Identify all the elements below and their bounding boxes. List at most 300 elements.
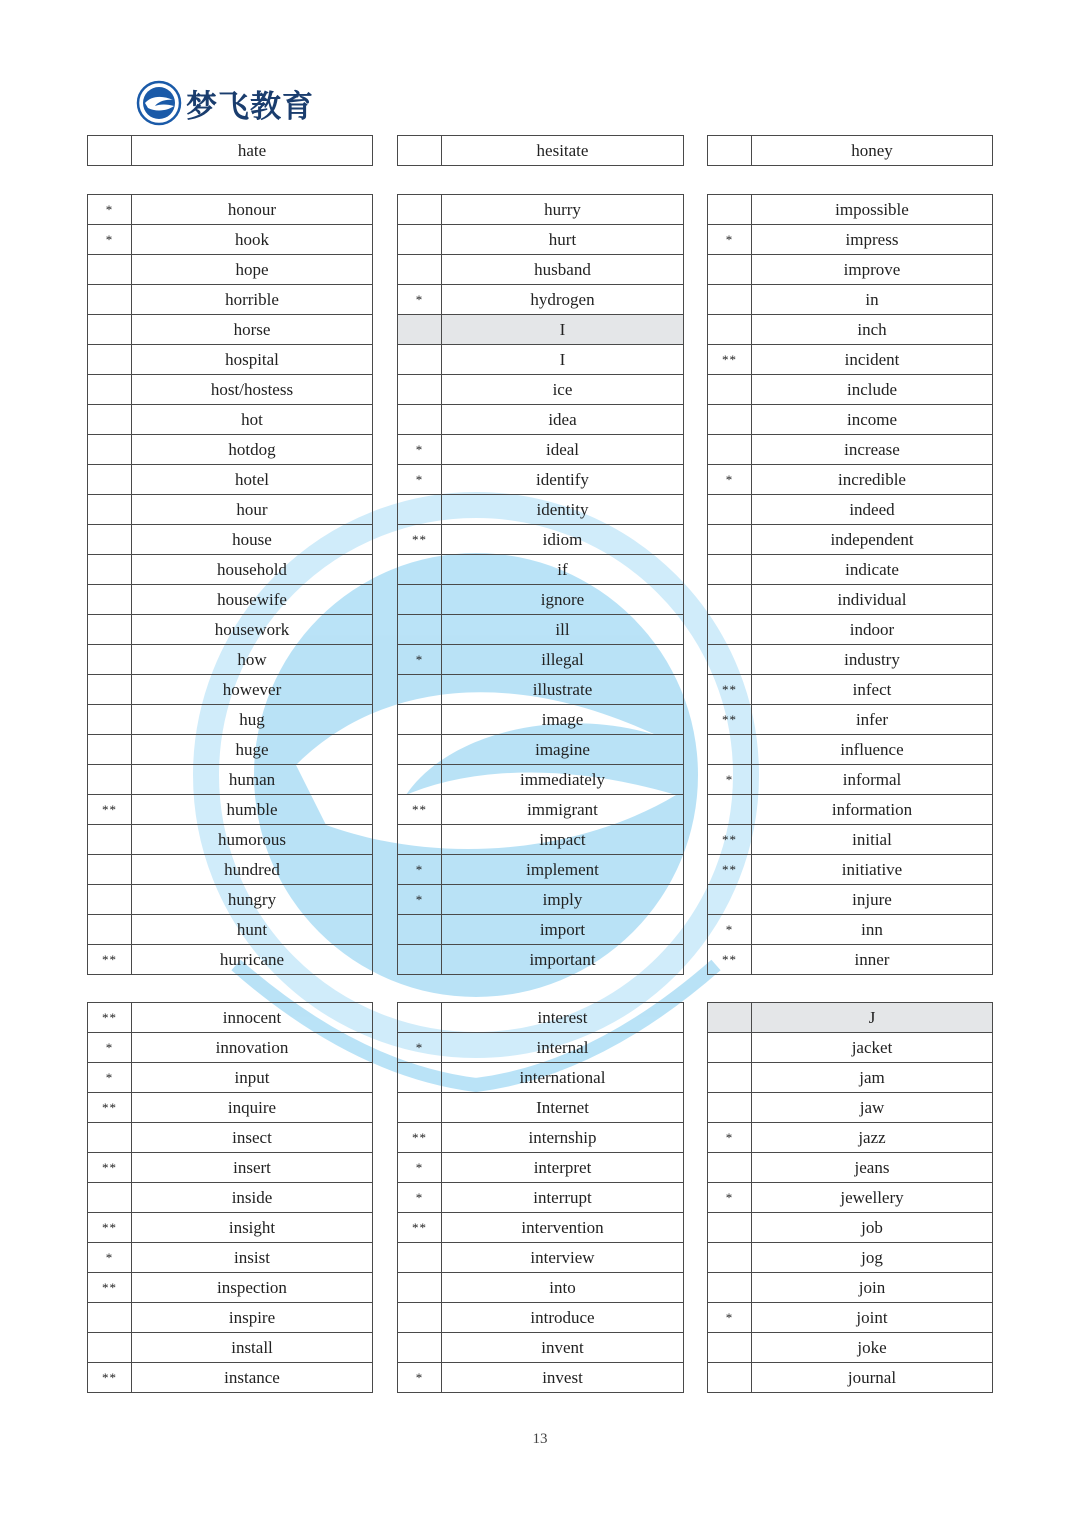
level-mark xyxy=(708,375,752,405)
table-row xyxy=(708,345,993,375)
table-row xyxy=(398,435,684,465)
level-mark: ** xyxy=(88,1003,132,1033)
table-row xyxy=(398,465,684,495)
level-mark xyxy=(398,555,442,585)
table-row xyxy=(398,225,684,255)
table-row xyxy=(88,1363,373,1393)
level-mark xyxy=(708,795,752,825)
table-row xyxy=(398,195,684,225)
table-row xyxy=(398,675,684,705)
vocab-table xyxy=(397,1002,684,1393)
level-mark xyxy=(398,675,442,705)
level-mark: ** xyxy=(88,1093,132,1123)
table-row xyxy=(398,915,684,945)
vocab-word: insert xyxy=(132,1153,373,1183)
vocab-word: host/hostess xyxy=(132,375,373,405)
table-row xyxy=(708,735,993,765)
vocab-word: inquire xyxy=(132,1093,373,1123)
table-row xyxy=(88,645,373,675)
level-mark xyxy=(708,405,752,435)
level-mark xyxy=(708,585,752,615)
level-mark xyxy=(708,1153,752,1183)
vocab-table xyxy=(707,194,993,975)
level-mark: * xyxy=(88,225,132,255)
vocab-word: hurricane xyxy=(132,945,373,975)
level-mark xyxy=(88,435,132,465)
section-letter: J xyxy=(752,1003,993,1033)
vocab-word: hope xyxy=(132,255,373,285)
vocab-word: interview xyxy=(442,1243,684,1273)
level-mark: * xyxy=(398,435,442,465)
table-row xyxy=(708,855,993,885)
table-row xyxy=(708,615,993,645)
level-mark xyxy=(88,555,132,585)
level-mark xyxy=(398,1063,442,1093)
vocab-word: improve xyxy=(752,255,993,285)
emblem-icon xyxy=(136,78,182,128)
level-mark xyxy=(88,855,132,885)
vocab-word: jeans xyxy=(752,1153,993,1183)
vocab-word: impact xyxy=(442,825,684,855)
vocab-word: immediately xyxy=(442,765,684,795)
table-row xyxy=(88,195,373,225)
level-mark xyxy=(398,1333,442,1363)
table-row xyxy=(708,795,993,825)
table-row xyxy=(398,1243,684,1273)
table-row xyxy=(708,525,993,555)
table-row xyxy=(398,945,684,975)
table-row xyxy=(88,1003,373,1033)
level-mark: ** xyxy=(88,945,132,975)
level-mark xyxy=(708,1273,752,1303)
vocab-word: incident xyxy=(752,345,993,375)
vocab-word: join xyxy=(752,1273,993,1303)
vocab-word: housewife xyxy=(132,585,373,615)
table-row xyxy=(398,825,684,855)
level-mark xyxy=(398,495,442,525)
table-row xyxy=(88,315,373,345)
level-mark xyxy=(398,405,442,435)
vocab-word: hungry xyxy=(132,885,373,915)
level-mark: ** xyxy=(88,1153,132,1183)
level-mark xyxy=(398,1003,442,1033)
vocab-word: income xyxy=(752,405,993,435)
section-letter: I xyxy=(442,315,684,345)
vocab-word: install xyxy=(132,1333,373,1363)
vocab-word: immigrant xyxy=(442,795,684,825)
level-mark: * xyxy=(88,1033,132,1063)
vocab-word: ignore xyxy=(442,585,684,615)
vocab-word: international xyxy=(442,1063,684,1093)
vocab-word: hydrogen xyxy=(442,285,684,315)
vocab-word: house xyxy=(132,525,373,555)
level-mark xyxy=(398,945,442,975)
level-mark: * xyxy=(398,1183,442,1213)
level-mark xyxy=(88,315,132,345)
table-row xyxy=(88,285,373,315)
table-row xyxy=(88,1123,373,1153)
vocab-word: jaw xyxy=(752,1093,993,1123)
vocab-word: jacket xyxy=(752,1033,993,1063)
level-mark xyxy=(398,585,442,615)
level-mark xyxy=(88,495,132,525)
level-mark xyxy=(88,255,132,285)
table-row xyxy=(708,675,993,705)
table-row xyxy=(708,1093,993,1123)
vocab-word: initial xyxy=(752,825,993,855)
vocab-word: inspire xyxy=(132,1303,373,1333)
vocab-word: housework xyxy=(132,615,373,645)
table-row xyxy=(398,1213,684,1243)
level-mark xyxy=(88,615,132,645)
vocab-word: in xyxy=(752,285,993,315)
table-row xyxy=(708,315,993,345)
level-mark xyxy=(398,915,442,945)
vocab-word: hurry xyxy=(442,195,684,225)
vocab-word: innovation xyxy=(132,1033,373,1063)
vocab-word: hurt xyxy=(442,225,684,255)
level-mark xyxy=(708,195,752,225)
vocab-word: inside xyxy=(132,1183,373,1213)
vocab-word: insight xyxy=(132,1213,373,1243)
level-mark xyxy=(398,825,442,855)
table-row xyxy=(88,915,373,945)
level-mark xyxy=(88,915,132,945)
level-mark xyxy=(398,315,442,345)
level-mark: * xyxy=(708,915,752,945)
level-mark xyxy=(398,1093,442,1123)
vocab-word: jazz xyxy=(752,1123,993,1153)
table-row xyxy=(708,195,993,225)
vocab-word: if xyxy=(442,555,684,585)
level-mark: * xyxy=(88,1243,132,1273)
vocab-word: image xyxy=(442,705,684,735)
table-row xyxy=(398,1003,684,1033)
table-row xyxy=(708,645,993,675)
level-mark xyxy=(708,615,752,645)
table-row xyxy=(708,465,993,495)
table-row xyxy=(398,585,684,615)
level-mark xyxy=(708,1333,752,1363)
table-row xyxy=(88,615,373,645)
level-mark: * xyxy=(88,1063,132,1093)
table-row xyxy=(398,1333,684,1363)
vocab-word: imply xyxy=(442,885,684,915)
table-row xyxy=(708,705,993,735)
level-mark: * xyxy=(708,1123,752,1153)
table-row xyxy=(398,136,684,166)
table-row xyxy=(398,375,684,405)
vocab-word: how xyxy=(132,645,373,675)
level-mark: * xyxy=(398,855,442,885)
table-row xyxy=(88,1033,373,1063)
table-row xyxy=(88,136,373,166)
table-row xyxy=(88,225,373,255)
table-row xyxy=(88,945,373,975)
vocab-word: insist xyxy=(132,1243,373,1273)
table-row xyxy=(398,1303,684,1333)
level-mark xyxy=(88,705,132,735)
vocab-word: invest xyxy=(442,1363,684,1393)
level-mark: ** xyxy=(398,525,442,555)
table-row xyxy=(88,735,373,765)
vocab-word: idiom xyxy=(442,525,684,555)
table-row xyxy=(88,765,373,795)
vocab-table xyxy=(87,1002,373,1393)
level-mark xyxy=(708,1033,752,1063)
table-row xyxy=(398,645,684,675)
table-row xyxy=(708,1363,993,1393)
level-mark xyxy=(88,1183,132,1213)
vocab-word: I xyxy=(442,345,684,375)
table-row xyxy=(88,1333,373,1363)
vocab-word: joke xyxy=(752,1333,993,1363)
vocab-word: import xyxy=(442,915,684,945)
level-mark xyxy=(398,225,442,255)
level-mark xyxy=(88,825,132,855)
level-mark xyxy=(398,615,442,645)
level-mark: * xyxy=(708,765,752,795)
table-row xyxy=(88,885,373,915)
table-row xyxy=(88,1243,373,1273)
table-row xyxy=(398,1363,684,1393)
table-row xyxy=(708,1123,993,1153)
table-row xyxy=(398,765,684,795)
level-mark xyxy=(398,375,442,405)
table-row xyxy=(708,555,993,585)
level-mark: ** xyxy=(398,795,442,825)
table-row xyxy=(88,375,373,405)
level-mark: ** xyxy=(88,1363,132,1393)
level-mark: ** xyxy=(88,795,132,825)
vocab-word: jog xyxy=(752,1243,993,1273)
table-row xyxy=(398,525,684,555)
table-row xyxy=(398,615,684,645)
table-row xyxy=(88,465,373,495)
vocab-word: invent xyxy=(442,1333,684,1363)
vocab-word: inner xyxy=(752,945,993,975)
table-row xyxy=(708,1303,993,1333)
table-row xyxy=(398,345,684,375)
section-header-row xyxy=(708,1003,993,1033)
level-mark: * xyxy=(708,1183,752,1213)
level-mark xyxy=(708,645,752,675)
table-row xyxy=(398,555,684,585)
level-mark xyxy=(88,345,132,375)
level-mark xyxy=(398,345,442,375)
vocab-word: include xyxy=(752,375,993,405)
vocab-word: innocent xyxy=(132,1003,373,1033)
table-row xyxy=(398,405,684,435)
vocab-word: horse xyxy=(132,315,373,345)
level-mark xyxy=(398,765,442,795)
table-row xyxy=(708,435,993,465)
table-row xyxy=(398,1273,684,1303)
level-mark: * xyxy=(708,465,752,495)
vocab-word: inch xyxy=(752,315,993,345)
table-row xyxy=(88,1183,373,1213)
level-mark xyxy=(708,1003,752,1033)
header-logo xyxy=(136,76,314,130)
vocab-word: internship xyxy=(442,1123,684,1153)
table-row xyxy=(88,555,373,585)
table-row xyxy=(88,1303,373,1333)
vocab-word: insect xyxy=(132,1123,373,1153)
vocab-table xyxy=(87,135,373,166)
level-mark xyxy=(88,525,132,555)
level-mark xyxy=(398,1273,442,1303)
table-row xyxy=(88,435,373,465)
table-row xyxy=(398,1123,684,1153)
level-mark xyxy=(708,1063,752,1093)
table-row xyxy=(708,825,993,855)
level-mark: ** xyxy=(708,855,752,885)
vocab-word: hot xyxy=(132,405,373,435)
level-mark xyxy=(398,1243,442,1273)
table-row xyxy=(88,675,373,705)
table-row xyxy=(88,1153,373,1183)
vocab-word: jewellery xyxy=(752,1183,993,1213)
vocab-word: instance xyxy=(132,1363,373,1393)
table-row xyxy=(88,705,373,735)
level-mark xyxy=(398,735,442,765)
level-mark xyxy=(708,885,752,915)
level-mark: ** xyxy=(708,705,752,735)
table-row xyxy=(708,765,993,795)
level-mark xyxy=(88,1303,132,1333)
level-mark: ** xyxy=(708,945,752,975)
level-mark: * xyxy=(398,465,442,495)
vocab-word: introduce xyxy=(442,1303,684,1333)
vocab-word: horrible xyxy=(132,285,373,315)
vocab-word: journal xyxy=(752,1363,993,1393)
table-row xyxy=(398,1033,684,1063)
vocab-word: hug xyxy=(132,705,373,735)
level-mark: ** xyxy=(88,1273,132,1303)
vocab-word: hotdog xyxy=(132,435,373,465)
vocab-word: identify xyxy=(442,465,684,495)
vocab-word: ill xyxy=(442,615,684,645)
table-row xyxy=(708,945,993,975)
table-row xyxy=(88,495,373,525)
vocab-word: idea xyxy=(442,405,684,435)
table-row xyxy=(88,855,373,885)
vocab-word: important xyxy=(442,945,684,975)
level-mark: ** xyxy=(88,1213,132,1243)
table-row xyxy=(708,375,993,405)
vocab-word: informal xyxy=(752,765,993,795)
vocab-word: job xyxy=(752,1213,993,1243)
vocab-table xyxy=(707,1002,993,1393)
vocab-word: infer xyxy=(752,705,993,735)
level-mark xyxy=(708,1093,752,1123)
vocab-word: interest xyxy=(442,1003,684,1033)
vocab-word: hesitate xyxy=(442,136,684,166)
table-row xyxy=(88,255,373,285)
table-row xyxy=(708,1063,993,1093)
vocab-word: household xyxy=(132,555,373,585)
vocab-word: hour xyxy=(132,495,373,525)
vocab-word: however xyxy=(132,675,373,705)
table-row xyxy=(708,1273,993,1303)
table-row xyxy=(708,1153,993,1183)
table-row xyxy=(88,585,373,615)
level-mark xyxy=(708,1213,752,1243)
vocab-word: hotel xyxy=(132,465,373,495)
level-mark xyxy=(88,885,132,915)
vocab-word: imagine xyxy=(442,735,684,765)
table-row xyxy=(88,795,373,825)
vocab-word: inn xyxy=(752,915,993,945)
level-mark: * xyxy=(398,645,442,675)
level-mark xyxy=(708,315,752,345)
table-row xyxy=(398,495,684,525)
vocab-word: huge xyxy=(132,735,373,765)
vocab-word: input xyxy=(132,1063,373,1093)
table-row xyxy=(398,1063,684,1093)
table-row xyxy=(398,735,684,765)
vocab-word: into xyxy=(442,1273,684,1303)
level-mark xyxy=(88,375,132,405)
vocab-word: impossible xyxy=(752,195,993,225)
vocab-word: joint xyxy=(752,1303,993,1333)
vocab-word: hate xyxy=(132,136,373,166)
vocab-word: interrupt xyxy=(442,1183,684,1213)
table-row xyxy=(708,915,993,945)
vocab-word: industry xyxy=(752,645,993,675)
table-row xyxy=(708,1333,993,1363)
level-mark xyxy=(708,255,752,285)
level-mark xyxy=(708,136,752,166)
table-row xyxy=(88,1063,373,1093)
level-mark: ** xyxy=(708,345,752,375)
table-row xyxy=(708,1213,993,1243)
vocab-word: individual xyxy=(752,585,993,615)
vocab-word: intervention xyxy=(442,1213,684,1243)
level-mark: ** xyxy=(398,1123,442,1153)
vocab-word: humorous xyxy=(132,825,373,855)
level-mark xyxy=(88,735,132,765)
table-row xyxy=(708,405,993,435)
table-row xyxy=(708,585,993,615)
level-mark: * xyxy=(88,195,132,225)
table-row xyxy=(398,885,684,915)
table-row xyxy=(708,225,993,255)
table-row xyxy=(708,1243,993,1273)
level-mark xyxy=(708,495,752,525)
vocab-word: impress xyxy=(752,225,993,255)
vocab-word: hundred xyxy=(132,855,373,885)
level-mark: * xyxy=(398,285,442,315)
vocab-word: honey xyxy=(752,136,993,166)
table-row xyxy=(88,525,373,555)
level-mark xyxy=(708,285,752,315)
level-mark xyxy=(398,255,442,285)
vocab-table xyxy=(397,135,684,166)
vocab-word: hunt xyxy=(132,915,373,945)
vocab-word: influence xyxy=(752,735,993,765)
vocab-word: implement xyxy=(442,855,684,885)
level-mark xyxy=(398,136,442,166)
level-mark xyxy=(708,525,752,555)
level-mark xyxy=(708,1363,752,1393)
table-row xyxy=(708,1183,993,1213)
level-mark xyxy=(88,1333,132,1363)
vocab-word: incredible xyxy=(752,465,993,495)
vocab-word: interpret xyxy=(442,1153,684,1183)
table-row xyxy=(708,285,993,315)
table-row xyxy=(88,405,373,435)
